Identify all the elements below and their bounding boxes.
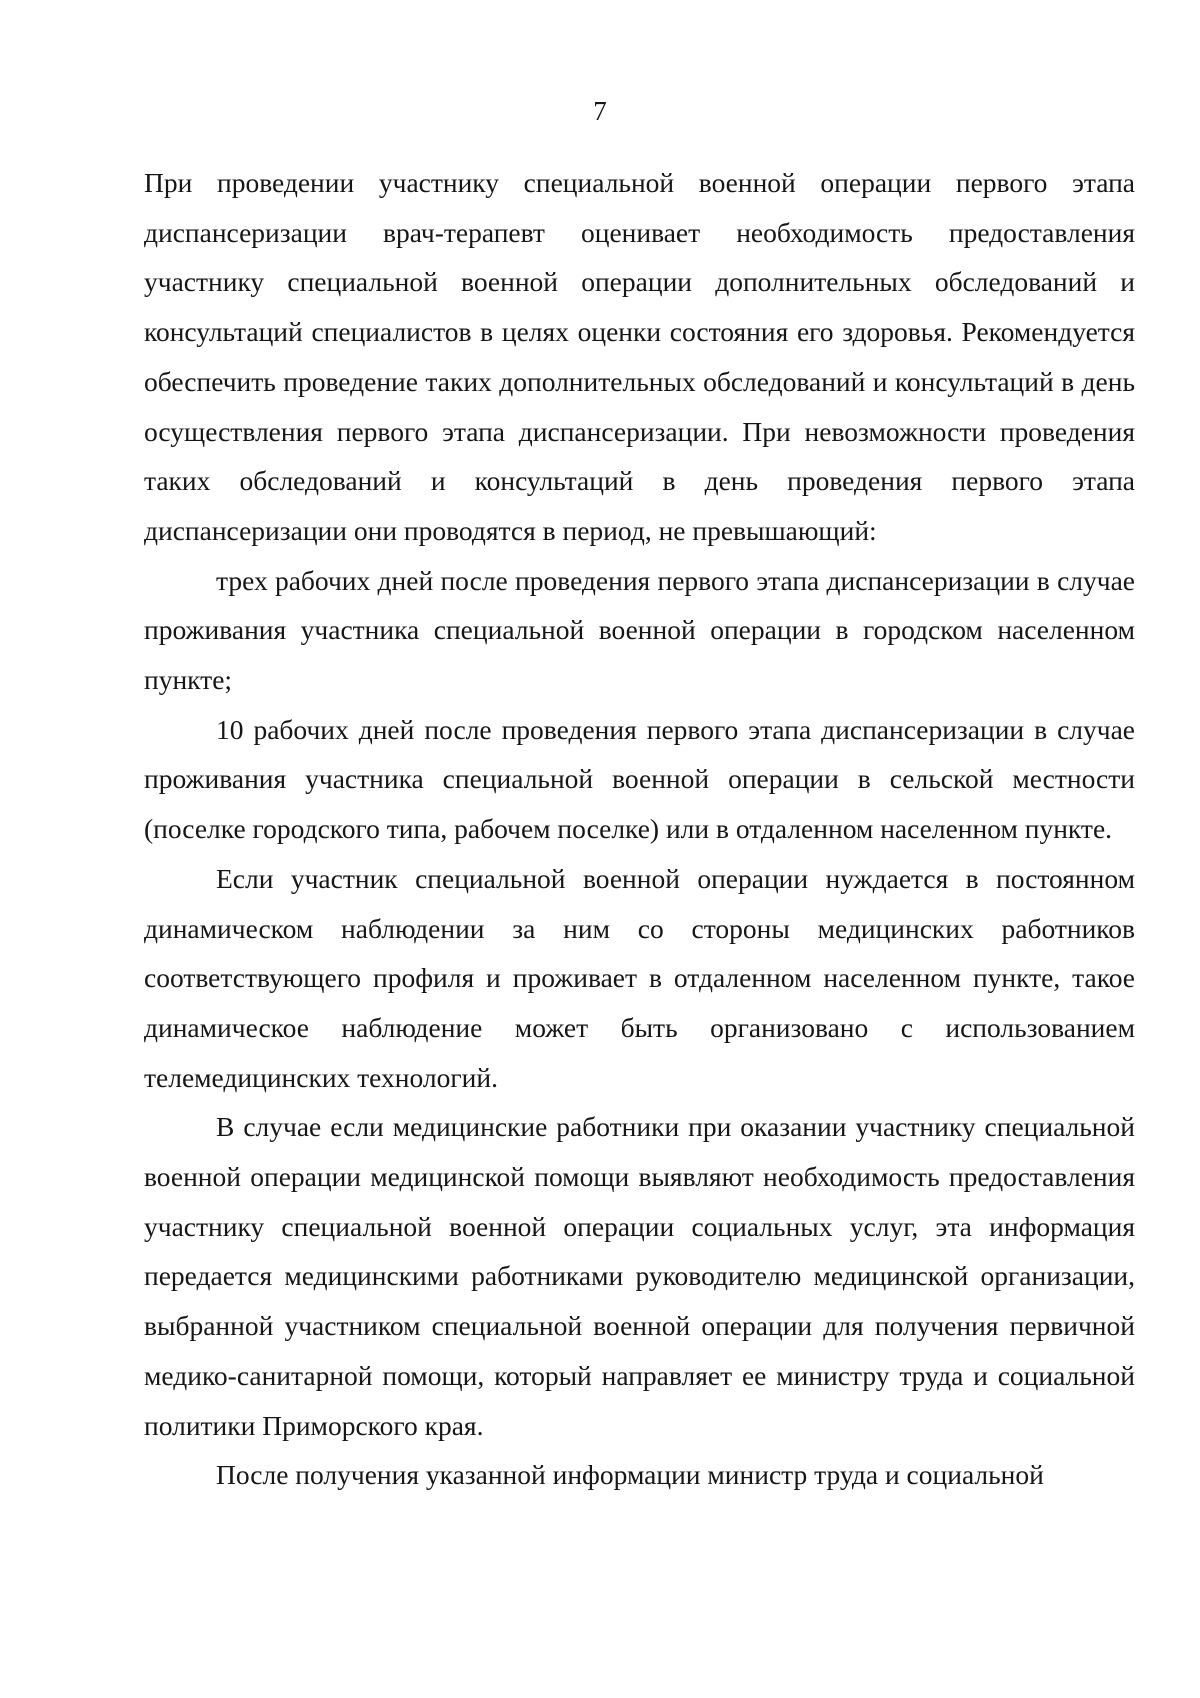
paragraph-telemedicine: Если участник специальной военной операции нуждается в постоянном динамическом наблюдении за ним со стороны медицинских работников соответствующего профиля и проживает в отдаленном населенном пункте, такое динамическое наблюдение может быть организовано с использованием телемедицинских технологий.: [144, 862, 1135, 1093]
paragraph-urban-term: трех рабочих дней после проведения первого этапа диспансеризации в случае проживания участника специальной военной операции в городском населенном пункте;: [144, 564, 1135, 696]
paragraph-social-services: В случае если медицинские работники при оказании участнику специальной военной операции медицинской помощи выявляют необходимость предоставления участнику специальной военной операции социальных услуг, эта информация передается медицинскими работниками руководителю медицинской организации, выбранной участником специальной военной операции для получения первичной медико-санитарной помощи, который направляет ее министру труда и социальной политики Приморского края.: [144, 1111, 1135, 1441]
page-number: 7: [593, 96, 607, 126]
paragraph-dispensarization-assessment: При проведении участнику специальной военной операции первого этапа диспансеризации врач-терапевт оценивает необходимость предоставления участнику специальной военной операции дополнительных обследований и консультаций специалистов в целях оценки состояния его здоровья. Рекомендуется обеспечить проведение таких дополнительных обследований и консультаций в день осуществления первого этапа диспансеризации. При невозможности проведения таких обследований и консультаций в день проведения первого этапа диспансеризации они проводятся в период, не превышающий:: [144, 167, 1135, 546]
document-body: [144, 158, 1135, 1500]
paragraph-after-receiving-info: После получения указанной информации министр труда и социальной: [216, 1459, 1044, 1491]
paragraph-rural-term: 10 рабочих дней после проведения первого этапа диспансеризации в случае проживания участника специальной военной операции в сельской местности (поселке городского типа, рабочем поселке) или в отдаленном населенном пункте.: [144, 713, 1135, 845]
